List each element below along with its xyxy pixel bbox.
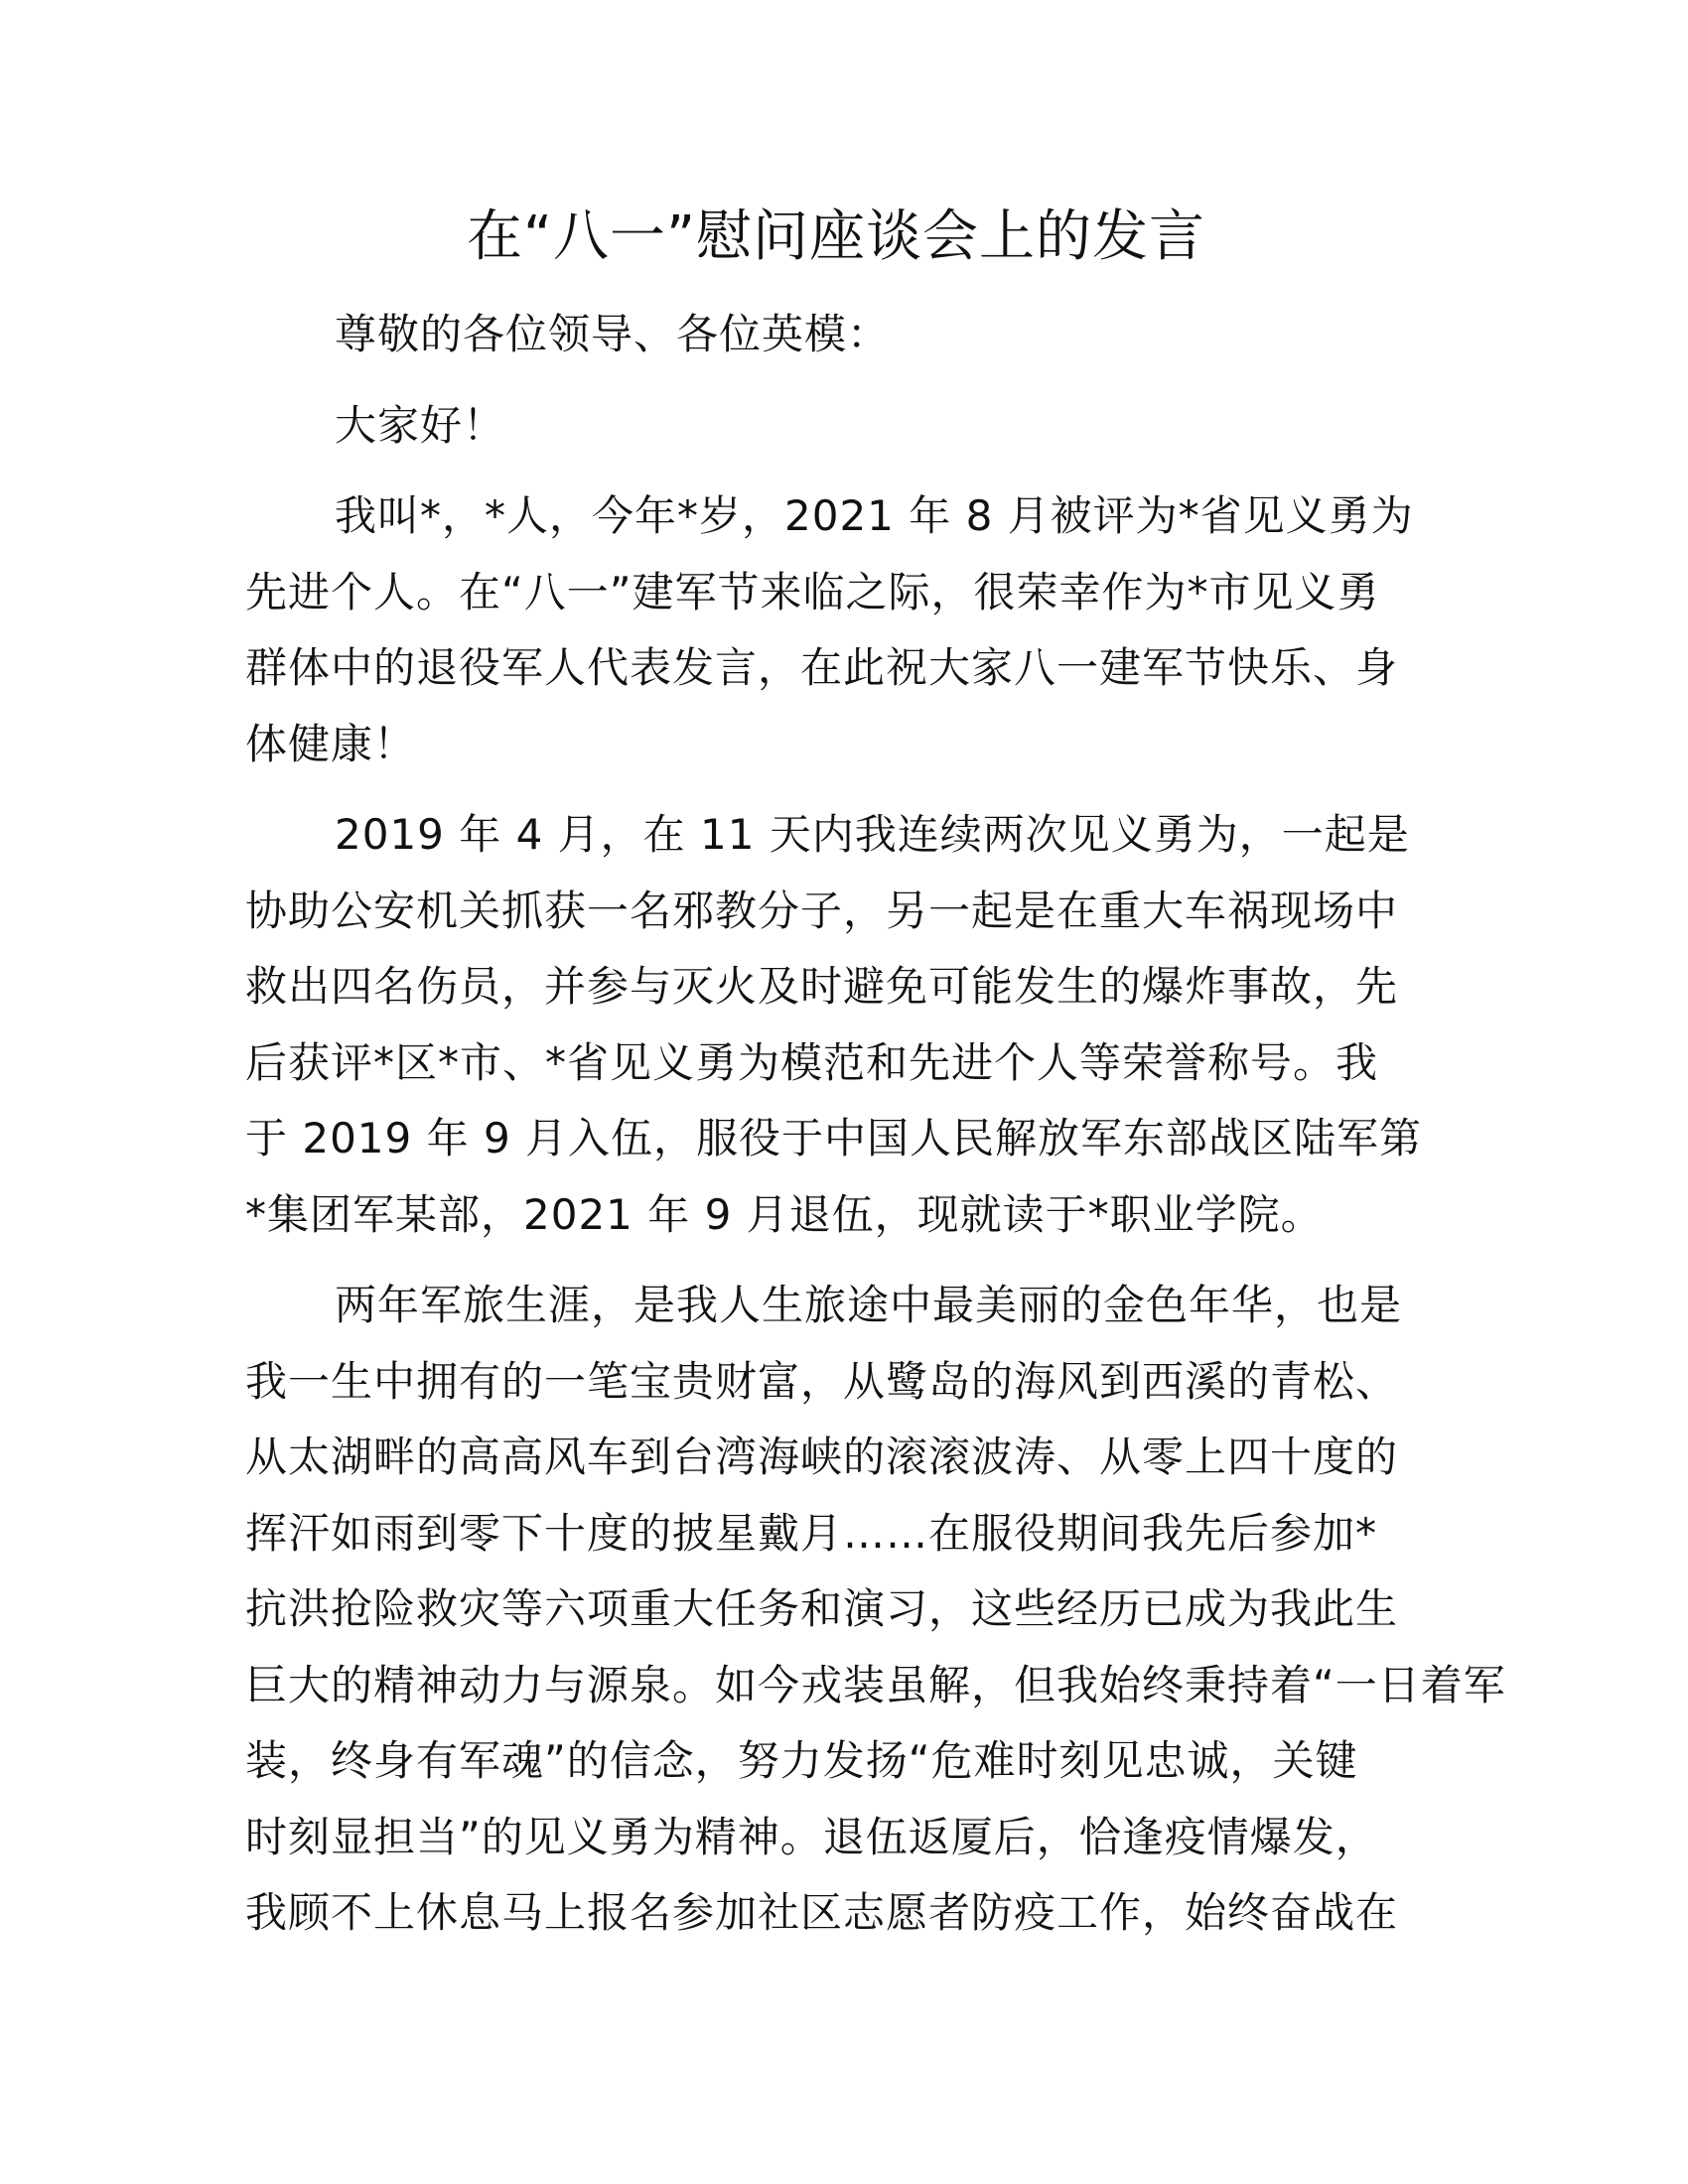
text-line: 我叫*，*人，今年*岁，2021 年 8 月被评为*省见义勇为 (335, 491, 1414, 540)
text-line: 尊敬的各位领导、各位英模： (335, 310, 891, 358)
document-page (245, 200, 1506, 1952)
document-body (245, 297, 1506, 1952)
paragraph (245, 797, 1437, 1253)
text-line: 大家好！ (335, 400, 506, 450)
paragraph (245, 478, 1437, 782)
text-line: 2019 年 4 月，在 11 天内我连续两次见义勇为，一起是 (335, 810, 1410, 859)
paragraph (245, 297, 1437, 373)
text-line: 后获评*区*市、*省见义勇为模范和先进个人等荣誉称号。我 (245, 1037, 1379, 1087)
text-line: 我顾不上休息马上报名参加社区志愿者防疫工作，始终奋战在 (245, 1888, 1399, 1937)
document-title: 在“八一”慰问座谈会上的发言 (466, 205, 1206, 269)
text-line: 先进个人。在“八一”建军节来临之际，很荣幸作为*市见义勇 (245, 567, 1380, 616)
text-line: 从太湖畔的高高风车到台湾海峡的滚滚波涛、从零上四十度的 (245, 1433, 1399, 1481)
text-line: 救出四名伤员，并参与灭火及时避免可能发生的爆炸事故，先 (245, 962, 1399, 1011)
text-line: 体健康！ (245, 719, 417, 768)
text-line: 挥汗如雨到零下十度的披星戴月……在服役期间我先后参加* (245, 1508, 1378, 1558)
text-line: 装，终身有军魂”的信念，努力发扬“危难时刻见忠诚，关键 (245, 1736, 1358, 1785)
text-line: 于 2019 年 9 月入伍，服役于中国人民解放军东部战区陆军第 (245, 1114, 1423, 1162)
text-line: 群体中的退役军人代表发言，在此祝大家八一建军节快乐、身 (245, 643, 1399, 692)
paragraph (245, 1268, 1506, 1952)
text-line: 我一生中拥有的一笔宝贵财富，从鹭岛的海风到西溪的青松、 (245, 1356, 1399, 1406)
text-line: 时刻显担当”的见义勇为精神。退伍返厦后，恰逢疫情爆发， (245, 1812, 1378, 1861)
text-line: 巨大的精神动力与源泉。如今戎装虽解，但我始终秉持着“一日着军 (245, 1660, 1506, 1709)
text-line: 协助公安机关抓获一名邪教分子，另一起是在重大车祸现场中 (245, 886, 1399, 935)
paragraph (245, 388, 1437, 465)
text-line: 两年军旅生涯，是我人生旅途中最美丽的金色年华，也是 (335, 1281, 1403, 1329)
text-line: *集团军某部，2021 年 9 月退伍，现就读于*职业学院。 (245, 1189, 1324, 1239)
text-line: 抗洪抢险救灾等六项重大任务和演习，这些经历已成为我此生 (245, 1584, 1399, 1633)
